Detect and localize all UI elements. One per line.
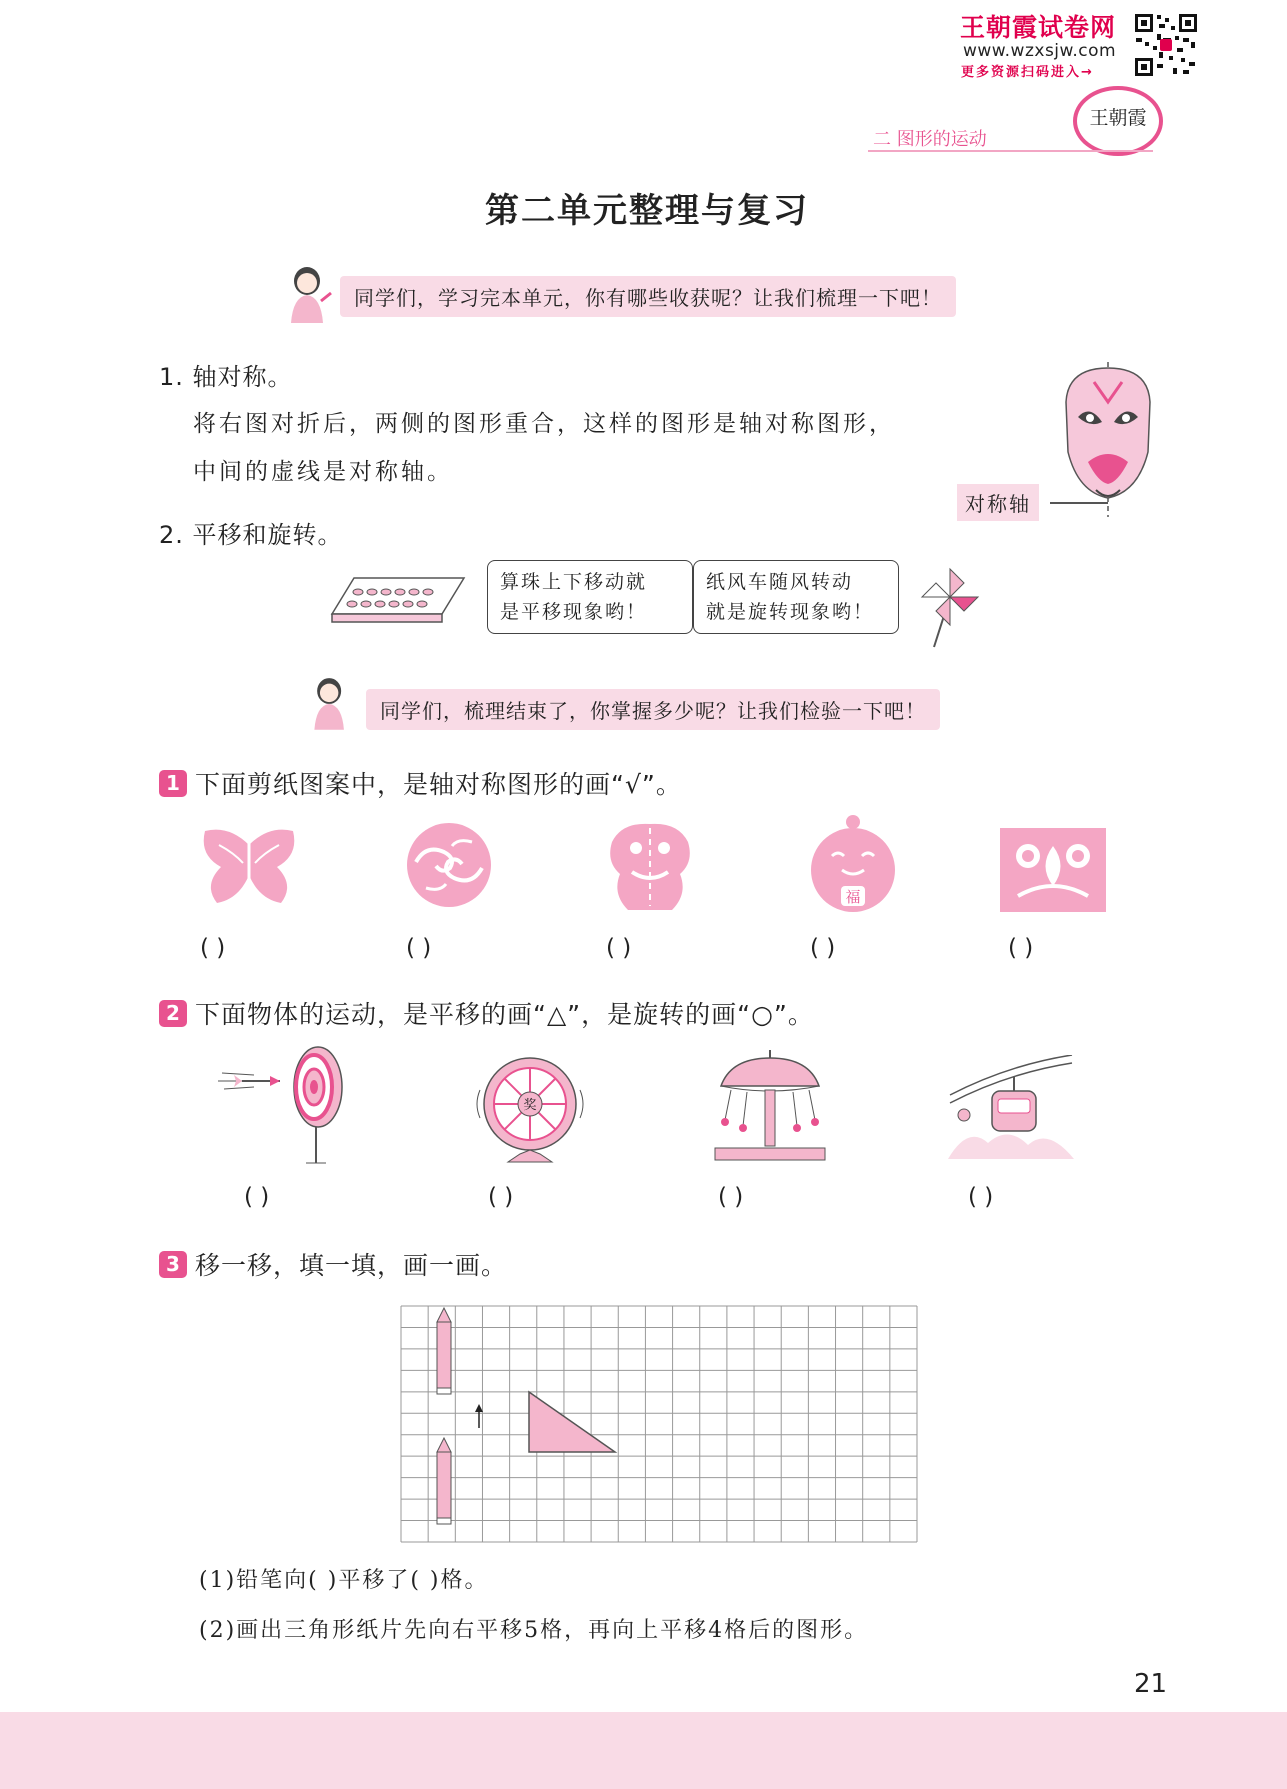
q3-sub2: (2)画出三角形纸片先向右平移5格，再向上平移4格后的图形。 [199, 1618, 869, 1643]
q1-answer-1[interactable]: ( ) [200, 935, 226, 961]
logo-text: 王朝霞 [1089, 107, 1147, 129]
section2-heading: 2. 平移和旋转。 [159, 521, 343, 549]
lucky-cat-papercut-icon [806, 812, 900, 912]
check-bubble: 同学们，梳理结束了，你掌握多少呢？让我们检验一下吧！ [366, 689, 940, 730]
q1-answer-4[interactable]: ( ) [810, 935, 836, 961]
carousel-icon [711, 1046, 829, 1164]
dart-target-icon [212, 1045, 364, 1167]
qr-code-icon[interactable] [1133, 12, 1199, 78]
teacher-icon [283, 265, 335, 323]
section1-line2: 中间的虚线是对称轴。 [193, 459, 453, 485]
wheel-center-label: 奖 [523, 1098, 537, 1113]
brand-url[interactable]: www.wzxsjw.com [963, 41, 1117, 61]
teacher-icon-2 [307, 675, 355, 731]
triangle-card[interactable] [529, 1392, 615, 1452]
q1-answer-5[interactable]: ( ) [1008, 935, 1034, 961]
speech-bubble-translation [487, 560, 693, 634]
q1-answer-2[interactable]: ( ) [406, 935, 432, 961]
q3-sub1: (1)铅笔向( )平移了( )格。 [199, 1568, 489, 1593]
brand-more-link[interactable]: 更多资源扫码进入→ [961, 65, 1094, 80]
q1-header [159, 765, 682, 801]
section1-line1: 将右图对折后，两侧的图形重合，这样的图形是轴对称图形， [193, 411, 895, 437]
cable-car-icon [948, 1055, 1074, 1159]
cloud-circle-papercut-icon [406, 822, 492, 908]
q2-number: 2 [159, 1000, 187, 1027]
opera-mask-icon [1058, 362, 1158, 517]
lion-papercut-icon [602, 818, 698, 914]
page-number: 21 [1134, 1669, 1168, 1699]
pencil-top-icon [437, 1308, 451, 1394]
speech-right-line2: 就是旋转现象哟！ [706, 601, 875, 623]
axis-label: 对称轴 [957, 484, 1039, 521]
q2-header [159, 995, 814, 1031]
up-arrow-icon [475, 1404, 483, 1428]
q1-answer-3[interactable]: ( ) [606, 935, 632, 961]
speech-left-line2: 是平移现象哟！ [500, 601, 648, 623]
pinwheel-icon [920, 565, 984, 649]
footer-band [0, 1712, 1287, 1789]
butterfly-papercut-icon [199, 825, 299, 907]
page-title: 第二单元整理与复习 [485, 191, 809, 231]
grid-board[interactable] [399, 1304, 919, 1544]
prize-wheel-icon [468, 1050, 596, 1166]
speech-bubble-rotation [693, 560, 899, 634]
section1-heading: 1. 轴对称。 [159, 363, 293, 391]
speech-left-line1: 算珠上下移动就 [500, 571, 648, 593]
q2-answer-2[interactable]: ( ) [488, 1184, 514, 1210]
pencil-bottom-icon [437, 1438, 451, 1524]
q1-number: 1 [159, 770, 187, 797]
q3-number: 3 [159, 1251, 187, 1278]
speech-right-line1: 纸风车随风转动 [706, 571, 854, 593]
q2-text: 下面物体的运动，是平移的画“△”，是旋转的画“○”。 [195, 1000, 814, 1029]
intro-bubble: 同学们，学习完本单元，你有哪些收获呢？让我们梳理一下吧！ [340, 276, 956, 317]
q3-header [159, 1246, 507, 1282]
q1-text: 下面剪纸图案中，是轴对称图形的画“√”。 [195, 770, 682, 799]
brand-logo [1073, 86, 1163, 156]
abacus-icon [328, 570, 468, 630]
chapter-label: 二 图形的运动 [873, 129, 987, 150]
axis-pointer-line [1050, 502, 1108, 504]
q2-answer-1[interactable]: ( ) [244, 1184, 270, 1210]
svg-text:福: 福 [845, 888, 861, 906]
q2-answer-3[interactable]: ( ) [718, 1184, 744, 1210]
q3-text: 移一移，填一填，画一画。 [195, 1251, 508, 1280]
flower-butterfly-papercut-icon [998, 826, 1108, 914]
q2-answer-4[interactable]: ( ) [968, 1184, 994, 1210]
brand-title: 王朝霞试卷网 [960, 13, 1117, 42]
